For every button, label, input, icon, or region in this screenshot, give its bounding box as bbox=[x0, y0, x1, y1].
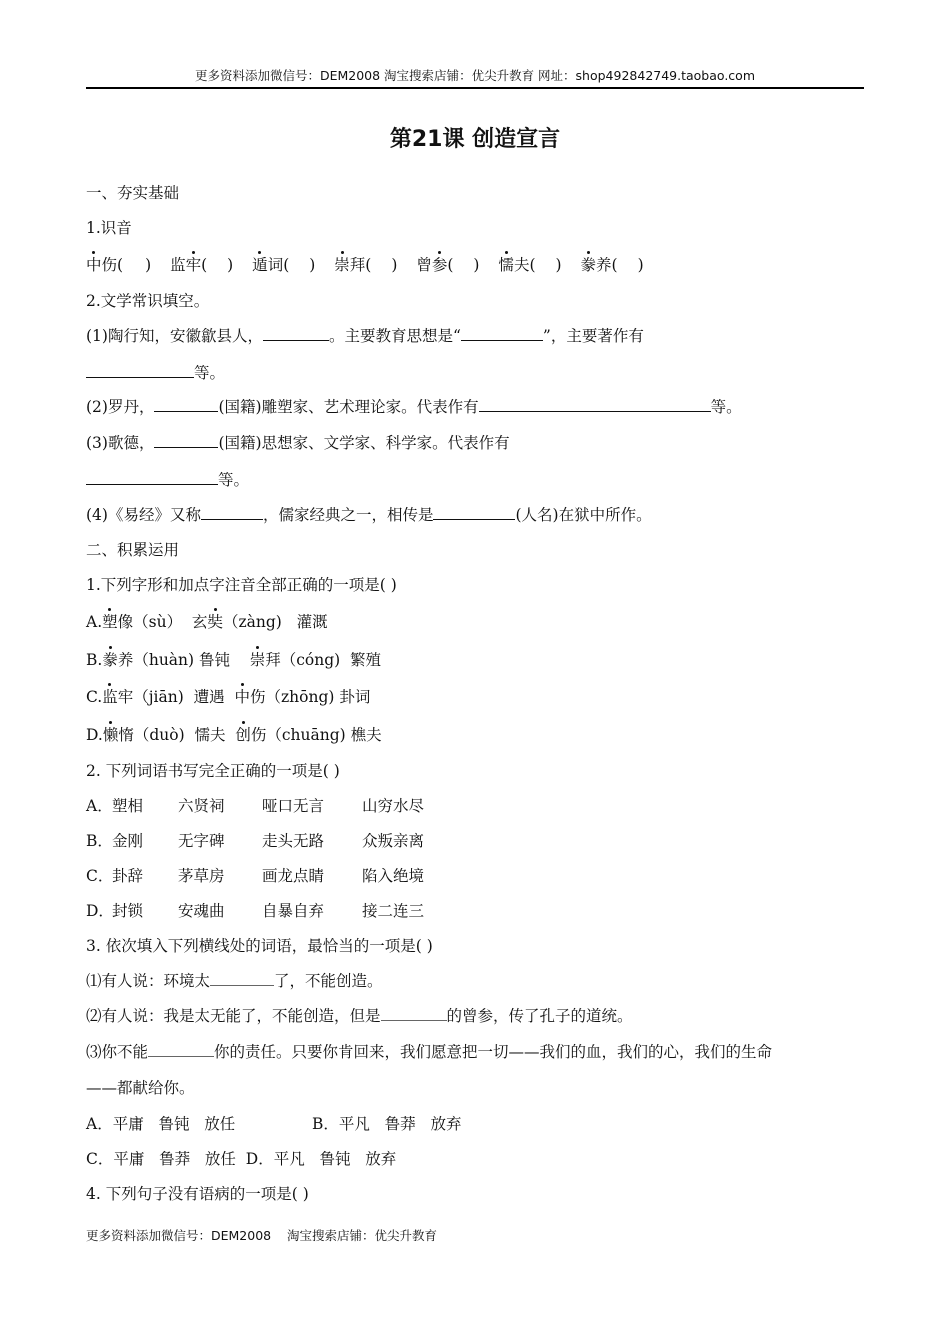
s2-q3-options-ab: A．平庸 鲁钝 放任 B．平凡 鲁莽 放弃 bbox=[86, 1115, 462, 1133]
pron-item-7: 豢养( ) bbox=[580, 256, 644, 274]
page-title: 第21课 创造宣言 bbox=[389, 127, 561, 152]
section-2-heading: 二、积累运用 bbox=[86, 541, 180, 559]
fill-blank bbox=[381, 1006, 447, 1021]
pronunciation-items bbox=[86, 254, 644, 276]
q2-item-1-cont: 等。 bbox=[86, 362, 225, 384]
q1-label: 1.识音 bbox=[86, 219, 132, 237]
s2-q2-option-row: B．金刚 无字碑 走头无路 众叛亲离 bbox=[86, 832, 425, 850]
pron-item-5: 曾参( ) bbox=[416, 256, 480, 274]
fill-blank bbox=[263, 326, 329, 341]
fill-blank bbox=[148, 1042, 214, 1057]
s2-q2-option-row: A．塑相 六贤祠 哑口无言 山穷水尽 bbox=[86, 797, 425, 815]
q2-item-1: (1)陶行知，安徽歙县人， 。主要教育思想是“ ”，主要著作有 bbox=[86, 327, 644, 345]
fill-blank bbox=[210, 971, 274, 986]
page-footer: 更多资料添加微信号：DEM2008 淘宝搜索店铺：优尖升教育 bbox=[86, 1228, 438, 1243]
s2-q1-option-b: B.豢养（huàn) 鲁钝 崇拜（cóng) 繁殖 bbox=[86, 651, 382, 669]
q2-item-4: (4)《易经》又称 ，儒家经典之一，相传是 (人名)在狱中所作。 bbox=[86, 506, 652, 524]
pron-item-6: 懦夫( ) bbox=[498, 256, 562, 274]
q2-item-3: (3)歌德， (国籍)思想家、文学家、科学家。代表作有 bbox=[86, 434, 510, 452]
section-1-heading: 一、夯实基础 bbox=[86, 184, 180, 202]
s2-q2-label: 2. 下列词语书写完全正确的一项是( ) bbox=[86, 762, 340, 780]
fill-blank bbox=[154, 433, 218, 448]
fill-blank bbox=[201, 505, 263, 520]
pron-item-4: 崇拜( ) bbox=[334, 256, 398, 274]
q2-label: 2.文学常识填空。 bbox=[86, 292, 210, 310]
s2-q3-sentence-1: ⑴有人说：环境太 了，不能创造。 bbox=[86, 972, 383, 990]
s2-q3-label: 3. 依次填入下列横线处的词语，最恰当的一项是( ) bbox=[86, 937, 433, 955]
fill-blank bbox=[461, 326, 543, 341]
s2-q3-sentence-2: ⑵有人说：我是太无能了，不能创造，但是 的曾参，传了孔子的道统。 bbox=[86, 1007, 633, 1025]
s2-q1-option-a: A.塑像（sù） 玄奘（zàng) 灌溉 bbox=[86, 613, 328, 631]
s2-q1-option-d: D.懒惰（duò) 懦夫 创伤（chuāng) 樵夫 bbox=[86, 726, 382, 744]
s2-q3-sentence-3: ⑶你不能 你的责任。只要你肯回来，我们愿意把一切——我们的血，我们的心，我们的生命 bbox=[86, 1043, 773, 1061]
fill-blank bbox=[86, 363, 194, 378]
page-header: 更多资料添加微信号：DEM2008 淘宝搜索店铺：优尖升教育 网址：shop492842749.taobao.com bbox=[194, 68, 756, 83]
s2-q1-option-c: C.监牢（jiān) 遭遇 中伤（zhōng) 卦词 bbox=[86, 688, 371, 706]
fill-blank bbox=[86, 470, 218, 485]
s2-q2-option-row: D．封锁 安魂曲 自暴自弃 接二连三 bbox=[86, 902, 425, 920]
q2-item-3-cont: 等。 bbox=[86, 469, 249, 491]
q2-item-2: (2)罗丹， (国籍)雕塑家、艺术理论家。代表作有 等。 bbox=[86, 398, 742, 416]
s2-q3-sentence-3-cont: ——都献给你。 bbox=[86, 1079, 195, 1097]
fill-blank bbox=[433, 505, 515, 520]
s2-q2-option-row: C．卦辞 茅草房 画龙点睛 陷入绝境 bbox=[86, 867, 425, 885]
pron-item-1: 中伤( ) bbox=[86, 256, 152, 274]
pron-item-2: 监牢( ) bbox=[170, 256, 234, 274]
fill-blank bbox=[479, 397, 711, 412]
s2-q1-label: 1.下列字形和加点字注音全部正确的一项是( ) bbox=[86, 576, 397, 594]
pron-item-3: 遁词( ) bbox=[252, 256, 316, 274]
fill-blank bbox=[154, 397, 218, 412]
s2-q3-options-cd: C．平庸 鲁莽 放任 D．平凡 鲁钝 放弃 bbox=[86, 1150, 397, 1168]
s2-q4-label: 4. 下列句子没有语病的一项是( ) bbox=[86, 1185, 309, 1203]
header-rule bbox=[86, 87, 864, 89]
